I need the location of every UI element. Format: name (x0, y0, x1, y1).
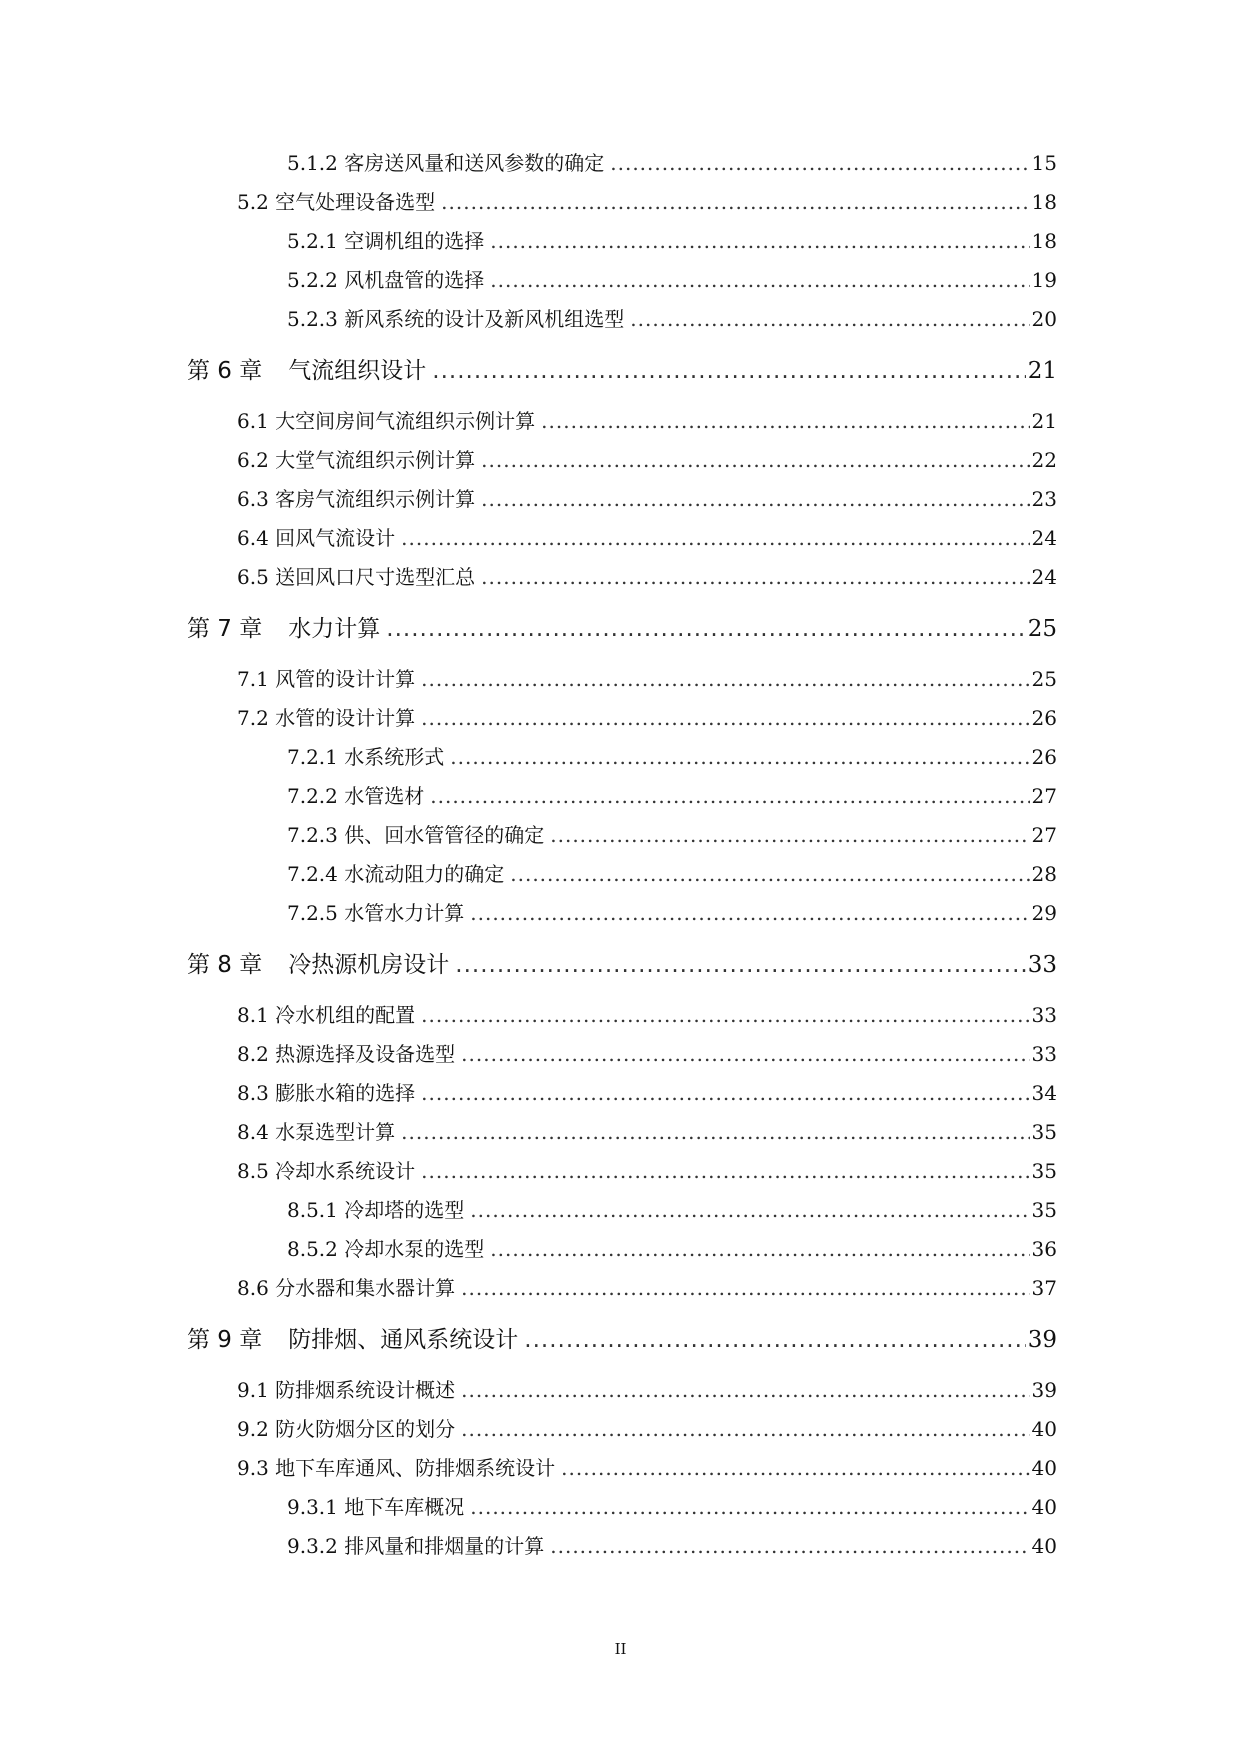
dot-leader (470, 1495, 1029, 1519)
table-of-contents (187, 147, 1057, 1569)
toc-entry-title (187, 610, 380, 643)
toc-page-number: 18 (1031, 190, 1057, 214)
toc-page-number: 34 (1031, 1081, 1057, 1105)
chapter-title: 防排烟、通风系统设计 (288, 1327, 519, 1353)
toc-page-number: 33 (1031, 1042, 1057, 1066)
dot-leader (421, 1003, 1029, 1027)
toc-section-entry[interactable] (187, 483, 1057, 522)
toc-section-entry[interactable] (187, 741, 1057, 780)
dot-leader (550, 1534, 1029, 1558)
chapter-title: 气流组织设计 (288, 358, 427, 384)
dot-leader (550, 823, 1029, 847)
toc-page-number: 40 (1031, 1534, 1057, 1558)
toc-section-entry[interactable] (187, 264, 1057, 303)
toc-section-entry[interactable] (187, 1155, 1057, 1194)
toc-section-entry[interactable] (187, 1452, 1057, 1491)
dot-leader (441, 190, 1029, 214)
dot-leader (630, 307, 1029, 331)
toc-entry-title: 7.2.4 水流动阻力的确定 (287, 862, 505, 886)
chapter-title: 水力计算 (288, 616, 381, 642)
dot-leader (461, 1417, 1029, 1441)
dot-leader (490, 1237, 1029, 1261)
toc-page-number: 22 (1031, 448, 1057, 472)
dot-leader (421, 1159, 1029, 1183)
toc-section-entry[interactable] (187, 147, 1057, 186)
toc-entry-title: 6.4 回风气流设计 (237, 526, 396, 550)
toc-page-number: 20 (1031, 307, 1057, 331)
dot-leader (421, 1081, 1029, 1105)
toc-page-number: 21 (1031, 409, 1057, 433)
dot-leader (481, 448, 1029, 472)
toc-page-number: 25 (1031, 667, 1057, 691)
toc-chapter-entry[interactable] (187, 1321, 1057, 1360)
dot-leader (561, 1456, 1029, 1480)
toc-page-number: 39 (1027, 1327, 1057, 1353)
toc-section-entry[interactable] (187, 303, 1057, 342)
dot-leader (481, 487, 1029, 511)
toc-entry-title: 5.2.3 新风系统的设计及新风机组选型 (287, 307, 625, 331)
toc-entry-title: 8.6 分水器和集水器计算 (237, 1276, 456, 1300)
toc-chapter-entry[interactable] (187, 610, 1057, 649)
dot-leader (610, 151, 1029, 175)
toc-page-number: 26 (1031, 745, 1057, 769)
dot-leader (524, 1327, 1025, 1353)
toc-section-entry[interactable] (187, 858, 1057, 897)
toc-section-entry[interactable] (187, 1491, 1057, 1530)
dot-leader (461, 1276, 1029, 1300)
toc-section-entry[interactable] (187, 561, 1057, 600)
toc-entry-title: 5.1.2 客房送风量和送风参数的确定 (287, 151, 605, 175)
toc-entry-title: 6.1 大空间房间气流组织示例计算 (237, 409, 536, 433)
toc-section-entry[interactable] (187, 897, 1057, 936)
page-number: II (614, 1640, 627, 1658)
toc-page-number: 18 (1031, 229, 1057, 253)
toc-page-number: 15 (1031, 151, 1057, 175)
toc-entry-title: 7.2 水管的设计计算 (237, 706, 416, 730)
chapter-number: 第 6 章 (187, 358, 263, 384)
toc-entry-title: 5.2.2 风机盘管的选择 (287, 268, 485, 292)
toc-page-number: 35 (1031, 1159, 1057, 1183)
toc-chapter-entry[interactable] (187, 352, 1057, 391)
dot-leader (401, 1120, 1029, 1144)
toc-entry-title: 9.2 防火防烟分区的划分 (237, 1417, 456, 1441)
toc-entry-title: 8.1 冷水机组的配置 (237, 1003, 416, 1027)
toc-entry-title: 9.3.2 排风量和排烟量的计算 (287, 1534, 545, 1558)
chapter-number: 第 8 章 (187, 952, 263, 978)
dot-leader (490, 229, 1029, 253)
toc-page-number: 19 (1031, 268, 1057, 292)
toc-entry-title: 9.3.1 地下车库概况 (287, 1495, 465, 1519)
toc-page-number: 40 (1031, 1456, 1057, 1480)
toc-entry-title: 7.2.2 水管选材 (287, 784, 425, 808)
toc-section-entry[interactable] (187, 1272, 1057, 1311)
dot-leader (470, 1198, 1029, 1222)
dot-leader (421, 706, 1029, 730)
toc-section-entry[interactable] (187, 1077, 1057, 1116)
toc-entry-title: 7.1 风管的设计计算 (237, 667, 416, 691)
toc-page-number: 23 (1031, 487, 1057, 511)
dot-leader (510, 862, 1029, 886)
dot-leader (461, 1042, 1029, 1066)
toc-section-entry[interactable] (187, 1194, 1057, 1233)
toc-section-entry[interactable] (187, 444, 1057, 483)
dot-leader (455, 952, 1025, 978)
toc-entry-title: 8.3 膨胀水箱的选择 (237, 1081, 416, 1105)
toc-section-entry[interactable] (187, 405, 1057, 444)
toc-page-number: 27 (1031, 784, 1057, 808)
toc-page-number: 35 (1031, 1198, 1057, 1222)
toc-page-number: 27 (1031, 823, 1057, 847)
dot-leader (432, 358, 1025, 384)
toc-section-entry[interactable] (187, 663, 1057, 702)
toc-section-entry[interactable] (187, 522, 1057, 561)
toc-entry-title: 8.4 水泵选型计算 (237, 1120, 396, 1144)
dot-leader (541, 409, 1029, 433)
toc-section-entry[interactable] (187, 702, 1057, 741)
toc-page-number: 33 (1031, 1003, 1057, 1027)
dot-leader (470, 901, 1029, 925)
toc-page-number: 33 (1027, 952, 1057, 978)
toc-page-number: 40 (1031, 1495, 1057, 1519)
toc-entry-title: 8.2 热源选择及设备选型 (237, 1042, 456, 1066)
dot-leader (481, 565, 1029, 589)
toc-entry-title: 7.2.3 供、回水管管径的确定 (287, 823, 545, 847)
dot-leader (490, 268, 1029, 292)
toc-entry-title: 6.3 客房气流组织示例计算 (237, 487, 476, 511)
chapter-number: 第 9 章 (187, 1327, 263, 1353)
toc-page-number: 24 (1031, 526, 1057, 550)
toc-page-number: 28 (1031, 862, 1057, 886)
toc-entry-title: 9.3 地下车库通风、防排烟系统设计 (237, 1456, 556, 1480)
dot-leader (386, 616, 1025, 642)
toc-section-entry[interactable] (187, 999, 1057, 1038)
chapter-number: 第 7 章 (187, 616, 263, 642)
toc-section-entry[interactable] (187, 186, 1057, 225)
toc-entry-title: 6.5 送回风口尺寸选型汇总 (237, 565, 476, 589)
toc-entry-title: 8.5 冷却水系统设计 (237, 1159, 416, 1183)
toc-entry-title (187, 352, 426, 385)
toc-entry-title: 6.2 大堂气流组织示例计算 (237, 448, 476, 472)
toc-section-entry[interactable] (187, 1233, 1057, 1272)
toc-section-entry[interactable] (187, 1413, 1057, 1452)
toc-page-number: 21 (1027, 358, 1057, 384)
toc-page-number: 35 (1031, 1120, 1057, 1144)
toc-section-entry[interactable] (187, 1116, 1057, 1155)
toc-entry-title: 5.2.1 空调机组的选择 (287, 229, 485, 253)
toc-section-entry[interactable] (187, 819, 1057, 858)
toc-entry-title: 8.5.1 冷却塔的选型 (287, 1198, 465, 1222)
toc-page-number: 24 (1031, 565, 1057, 589)
toc-section-entry[interactable] (187, 1530, 1057, 1569)
toc-chapter-entry[interactable] (187, 946, 1057, 985)
toc-page-number: 37 (1031, 1276, 1057, 1300)
toc-section-entry[interactable] (187, 1374, 1057, 1413)
toc-section-entry[interactable] (187, 1038, 1057, 1077)
toc-entry-title (187, 946, 449, 979)
toc-entry-title (187, 1321, 518, 1354)
toc-page-number: 40 (1031, 1417, 1057, 1441)
toc-entry-title: 8.5.2 冷却水泵的选型 (287, 1237, 485, 1261)
toc-page-number: 29 (1031, 901, 1057, 925)
dot-leader (461, 1378, 1029, 1402)
toc-entry-title: 7.2.5 水管水力计算 (287, 901, 465, 925)
toc-page-number: 36 (1031, 1237, 1057, 1261)
dot-leader (401, 526, 1029, 550)
chapter-title: 冷热源机房设计 (288, 952, 450, 978)
dot-leader (430, 784, 1029, 808)
toc-entry-title: 5.2 空气处理设备选型 (237, 190, 436, 214)
toc-entry-title: 7.2.1 水系统形式 (287, 745, 445, 769)
toc-page-number: 25 (1027, 616, 1057, 642)
toc-entry-title: 9.1 防排烟系统设计概述 (237, 1378, 456, 1402)
dot-leader (421, 667, 1029, 691)
toc-section-entry[interactable] (187, 780, 1057, 819)
toc-section-entry[interactable] (187, 225, 1057, 264)
toc-page-number: 26 (1031, 706, 1057, 730)
dot-leader (450, 745, 1029, 769)
toc-page-number: 39 (1031, 1378, 1057, 1402)
